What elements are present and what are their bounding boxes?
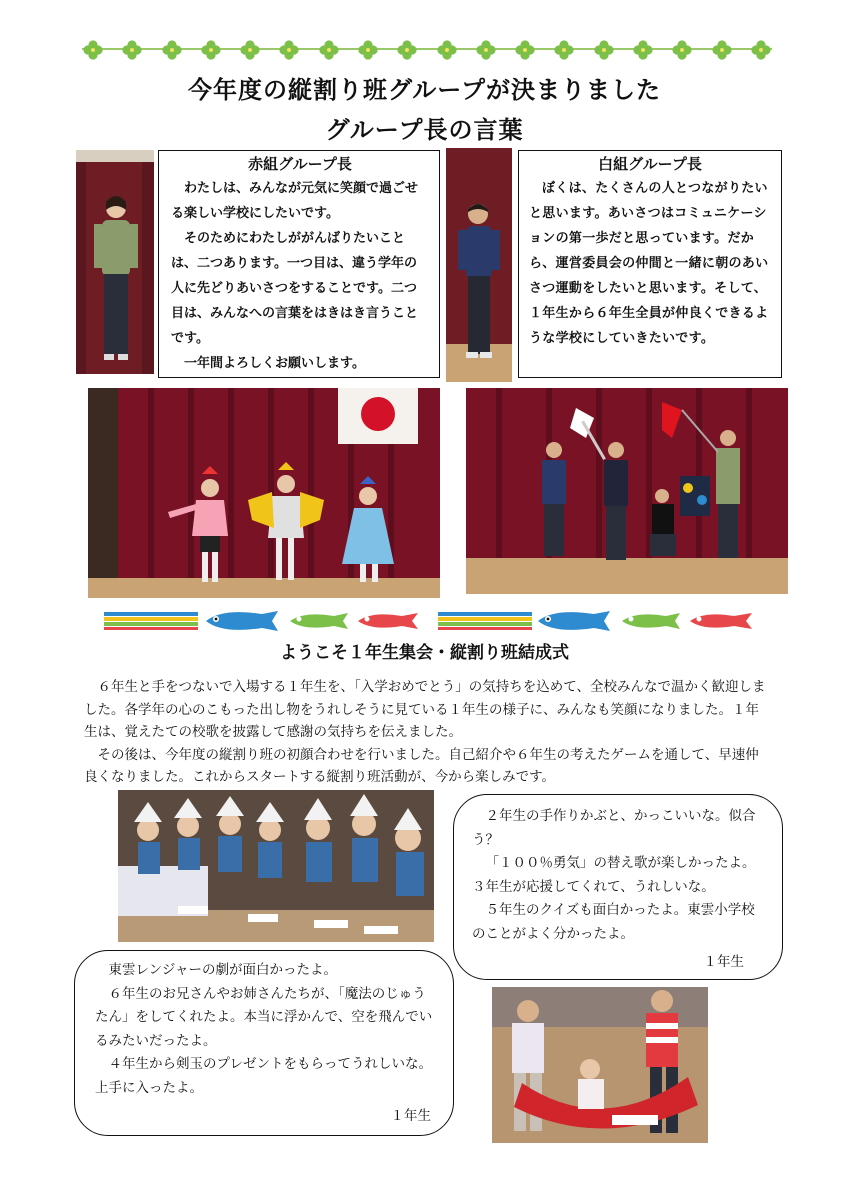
clover-icon [357,39,379,61]
clover-icon [82,39,104,61]
comment-grade: １年生 [390,1108,431,1124]
photo-flag-game [466,388,788,594]
clover-icon [475,39,497,61]
page-subtitle: グループ長の言葉 [325,116,524,144]
clover-icon [632,39,654,61]
page-title: 今年度の縦割り班グループが決まりました [187,76,662,104]
photo-magic-carpet [492,987,708,1143]
clover-garland [82,38,772,62]
clover-icon [436,39,458,61]
article-body [84,676,770,789]
photo-stage-performance [88,388,440,598]
clover-icon [593,39,615,61]
white-leader-message [529,176,771,351]
clover-icon [200,39,222,61]
clover-icon [278,39,300,61]
clover-icon [121,39,143,61]
clover-icon [161,39,183,61]
clover-icon [671,39,693,61]
comment-paragraph: ６年生のお兄さんやお姉さんたちが、「魔法のじゅうたん」をしてくれたよ。本当に浮かんで、空を飛んでいるみたいだったよ。 [95,985,433,1049]
red-leader-heading: 赤組グループ長 [248,155,352,173]
red-leader-paragraph: そのためにわたしががんばりたいことは、二つあります。一つ目は、違う学年の人に先どりあいさつをすることです。二つ目は、みんなへの言葉をはきはき言うことです。 [171,231,419,346]
red-leader-message [171,176,429,376]
photo-white-leader [446,148,512,382]
red-leader-paragraph: わたしは、みんなが元気に笑顔で過ごせる楽しい学校にしたいです。 [171,181,419,221]
comment-paragraph: ４年生から剣玉のプレゼントをもらってうれしいな。上手に入ったよ。 [95,1056,432,1096]
comment-paragraph: ５年生のクイズも面白かったよ。東雲小学校のことがよく分かったよ。 [472,902,755,942]
white-leader-box [518,150,782,378]
comment-paragraph: ２年生の手作りかぶと、かっこいいな。似合う？ [472,808,756,848]
clover-icon [396,39,418,61]
clover-icon [750,39,772,61]
comment-paragraph: 「１００％勇気」の替え歌が楽しかったよ。３年生が応援してくれて、うれしいな。 [472,855,756,895]
article-paragraph: ６年生と手をつないで入場する１年生を、「入学おめでとう」の気持ちを込めて、全校みんなで温かく歓迎しました。各学年の心のこもった出し物をうれしそうに見ている１年生の様子に、みんなも笑顔になりました。１年生は、覚えたての校歌を披露して感謝の気持ちを伝えました。 [84,679,766,740]
clover-icon [318,39,340,61]
white-leader-heading: 白組グループ長 [598,155,702,173]
article-paragraph: その後は、今年度の縦割り班の初顔合わせを行いました。自己紹介や６年生の考えたゲームを通して、早速仲良くなりました。これからスタートする縦割り班活動が、今から楽しみです。 [84,746,759,785]
red-leader-paragraph: 一年間よろしくお願いします。 [184,356,365,371]
comment-grade: １年生 [703,954,744,970]
clover-icon [239,39,261,61]
koinobori-streamer-icon [104,612,198,630]
photo-first-graders-seated [118,790,434,942]
comment-paragraph: 東雲レンジャーの劇が面白かったよ。 [108,962,338,978]
red-leader-box [158,150,440,378]
koinobori-banner [102,608,770,634]
clover-icon [711,39,733,61]
comment-bubble-first-grader-1 [453,794,783,980]
comment-bubble-first-grader-2 [74,950,454,1136]
white-leader-paragraph: ぼくは、たくさんの人とつながりたいと思います。あいさつはコミュニケーションの第一歩だと思っています。だから、運営委員会の仲間と一緒に朝のあいさつ運動をしたいと思います。そして、１年生から６年生全員が仲良くできるような学校にしていきたいです。 [529,181,769,346]
clover-icon [514,39,536,61]
photo-red-leader [76,150,154,374]
section-title: ようこそ１年生集会・縦割り班結成式 [280,643,569,663]
clover-icon [553,39,575,61]
